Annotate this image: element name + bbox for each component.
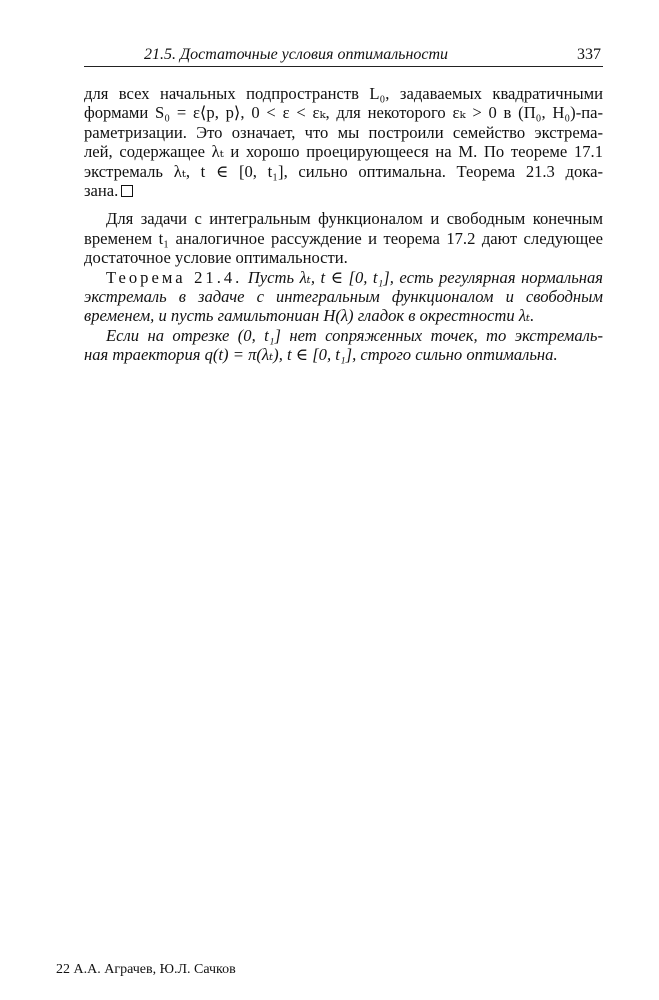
text-line-last — [84, 181, 603, 200]
page-body — [84, 84, 603, 365]
section-title: 21.5. Достаточные условия оптимальности — [144, 46, 449, 63]
text-line: Для задачи с интегральным функционалом и свободным конечным — [106, 209, 603, 229]
theorem-line: Если на отрезке (0, t₁] нет сопряженных точек, то экстремаль- — [106, 325, 603, 345]
text-line: лей, содержащее λₜ и хорошо проецирующееся на M. По теореме 17.1 — [84, 142, 603, 162]
footer-signature: 22 А.А. Аграчев, Ю.Л. Сачков — [56, 962, 236, 977]
text-line: для всех начальных подпространств L₀, задаваемых квадратичными — [84, 84, 603, 103]
theorem-line: ная траектория q(t) = π(λₜ), t ∈ [0, t₁], строго сильно оптимальна. — [84, 345, 558, 365]
qed-square-icon — [121, 185, 133, 197]
theorem-label: Теорема 21.4. — [106, 267, 243, 287]
paragraph-proof-end — [84, 84, 603, 200]
theorem-line: экстремаль в задаче с интегральным функционалом и свободным — [84, 287, 603, 307]
text-line: формами S₀ = ε⟨p, p⟩, 0 < ε < εₖ, для некоторого εₖ > 0 в (Π₀, H₀)-па- — [84, 103, 603, 123]
text-line: экстремаль λₜ, t ∈ [0, t₁], сильно оптимальна. Теорема 21.3 дока- — [84, 161, 603, 181]
running-header — [84, 46, 603, 67]
text-fragment: зана. — [84, 181, 119, 201]
theorem-21-4 — [84, 268, 603, 326]
page-number: 337 — [577, 46, 601, 63]
text-line: раметризации. Это означает, что мы построили семейство экстрема- — [84, 122, 603, 142]
paragraph-intro — [84, 209, 603, 267]
theorem-line: временем, и пусть гамильтониан H(λ) гладок в окрестности λₜ. — [84, 306, 535, 326]
theorem-line: Теорема 21.4. Пусть λₜ, t ∈ [0, t₁], есть регулярная нормальная — [106, 267, 603, 287]
text-line: достаточное условие оптимальности. — [84, 248, 348, 268]
theorem-continuation — [84, 326, 603, 365]
text-line: временем t₁ аналогичное рассуждение и теорема 17.2 дают следующее — [84, 228, 603, 248]
